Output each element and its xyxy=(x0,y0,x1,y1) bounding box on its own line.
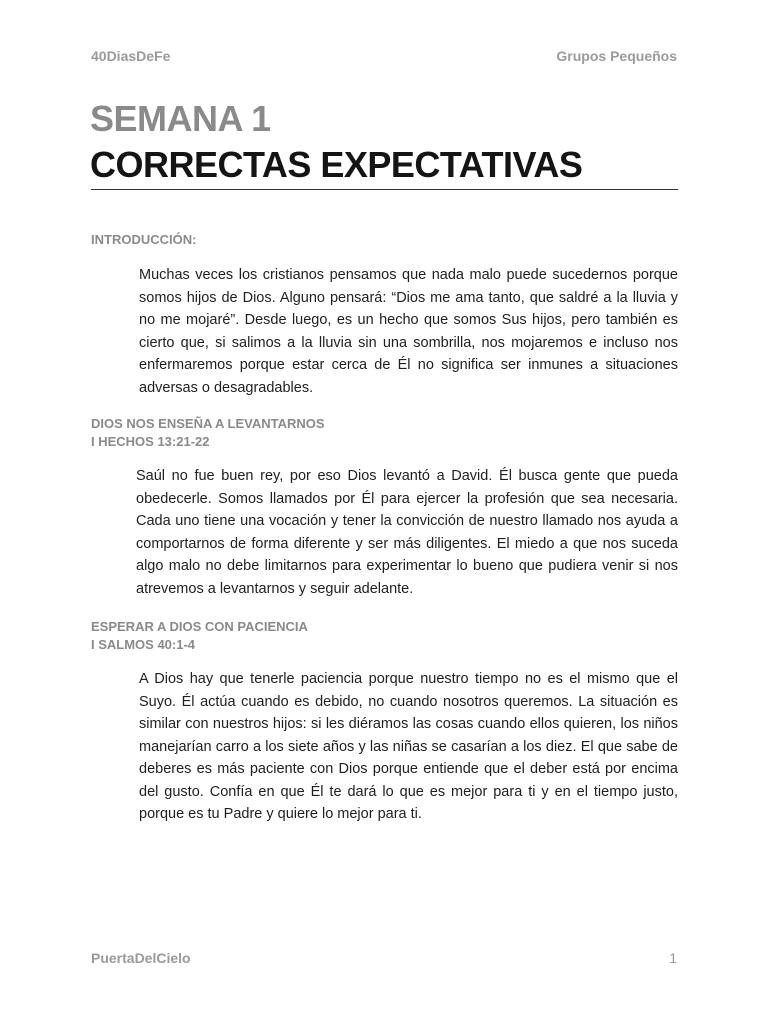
header-brand: 40DiasDeFe xyxy=(91,48,171,64)
section-heading-reference: I SALMOS 40:1-4 xyxy=(91,637,196,652)
section-heading-paciencia xyxy=(91,618,308,654)
page-title: CORRECTAS EXPECTATIVAS xyxy=(90,144,583,185)
section-heading-line: INTRODUCCIÓN: xyxy=(91,232,197,247)
section-heading-line: ESPERAR A DIOS CON PACIENCIA xyxy=(91,619,308,634)
section-heading-introduccion xyxy=(91,231,196,249)
page-number: 1 xyxy=(669,950,677,966)
footer-brand: PuertaDelCielo xyxy=(91,950,191,966)
header-section: Grupos Pequeños xyxy=(556,48,677,64)
section-body-introduccion: Muchas veces los cristianos pensamos que nada malo puede sucedernos porque somos hijos de Dios. Alguno pensará: “Dios me ama tanto, que saldré a la lluvia y no me mojaré”. Desde luego, es un hecho que somos Sus hijos, pero también es cierto que, si salimos a la lluvia sin una sombrilla, nos mojaremos e incluso nos enfermaremos porque estar cerca de Él no significa ser inmunes a situaciones adversas o desagradables. xyxy=(139,267,678,396)
week-label: SEMANA 1 xyxy=(90,98,271,139)
section-heading-levantarnos xyxy=(91,415,325,451)
section-heading-line: DIOS NOS ENSEÑA A LEVANTARNOS xyxy=(91,416,325,431)
section-body-levantarnos: Saúl no fue buen rey, por eso Dios levantó a David. Él busca gente que pueda obedecerle. Somos llamados por Él para ejercer la profesión que sea necesaria. Cada uno tiene una vocación y tener la convicción de nuestro llamado nos ayuda a comportarnos de forma diferente y ser más diligentes. El miedo a que nos suceda algo malo no debe limitarnos para experimentar lo bueno que pudiera venir si nos atrevemos a levantarnos y seguir adelante. xyxy=(136,468,678,597)
title-divider xyxy=(91,189,678,190)
section-body-paciencia: A Dios hay que tenerle paciencia porque nuestro tiempo no es el mismo que el Suyo. Él actúa cuando es debido, no cuando nosotros queremos. La situación es similar con nuestros hijos: si les diéramos las cosas cuando ellos quieren, los niños manejarían carro a los siete años y las niñas se casarían a los diez. El que sabe de deberes es más paciente con Dios porque entiende que el deber está por encima del gusto. Confía en que Él te dará lo que es mejor para ti y en el tiempo justo, porque es tu Padre y quiere lo mejor para ti. xyxy=(139,671,678,822)
section-heading-reference: I HECHOS 13:21-22 xyxy=(91,434,210,449)
